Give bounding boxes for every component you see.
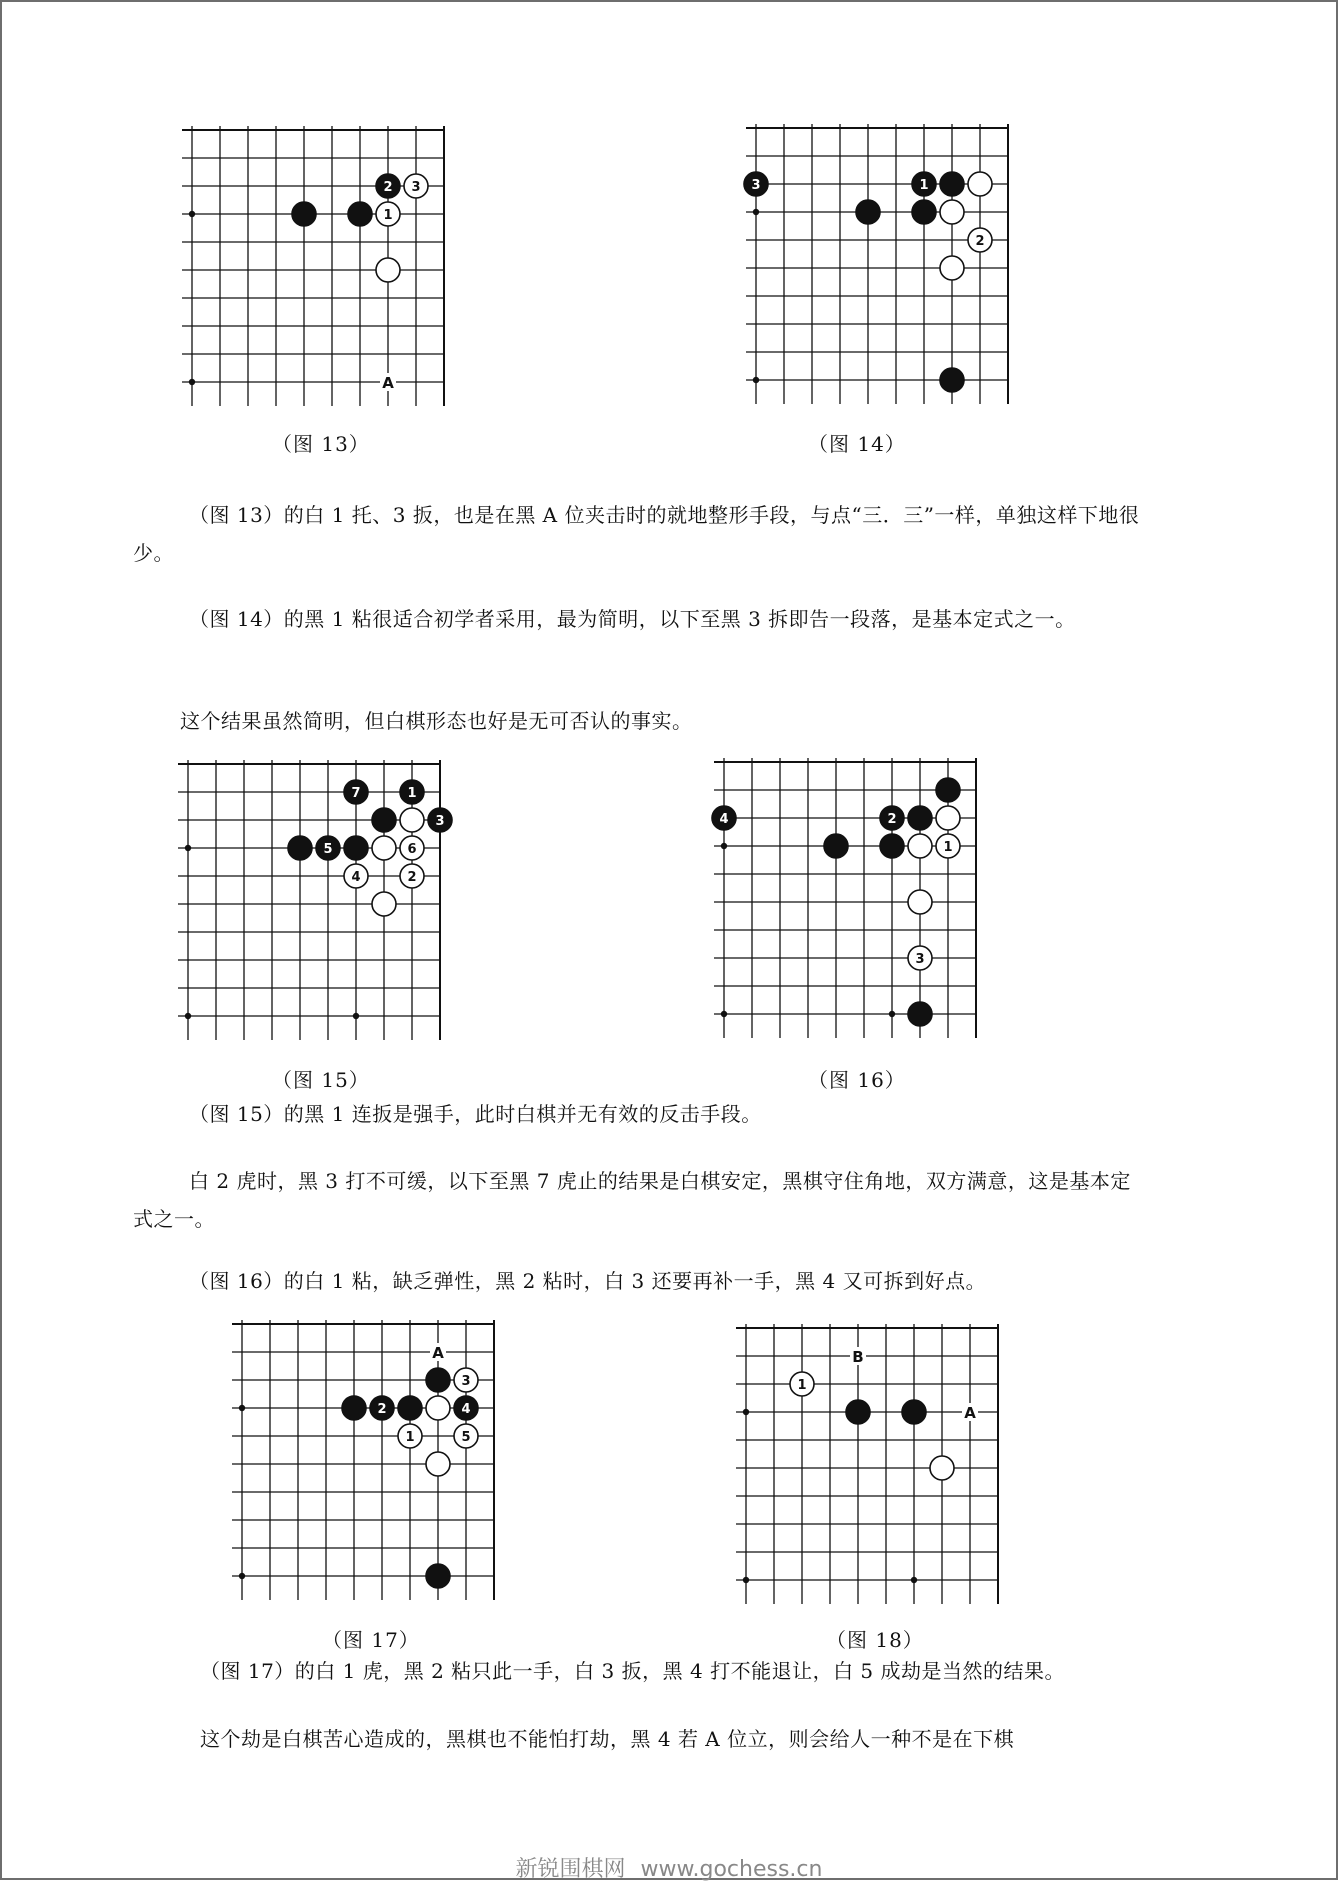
move-number: 5 xyxy=(461,1430,471,1445)
black-stone xyxy=(846,1400,870,1424)
star-point xyxy=(185,845,191,851)
footer xyxy=(0,1852,1338,1883)
move-number: 4 xyxy=(351,870,361,885)
move-number: 2 xyxy=(383,180,393,195)
star-point xyxy=(189,379,195,385)
black-stone xyxy=(824,834,848,858)
caption-18: （图 18） xyxy=(826,1628,924,1652)
board-point-label: A xyxy=(964,1404,976,1422)
paragraph-fig17: （图 17）的白 1 虎，黑 2 粘只此一手，白 3 扳，黑 4 打不能退让，白 5 成劫是当然的结果。 xyxy=(200,1659,1066,1683)
move-number: 2 xyxy=(377,1402,387,1417)
move-number: 2 xyxy=(975,234,985,249)
footer-url[interactable]: www.gochess.cn xyxy=(640,1857,823,1882)
black-stone xyxy=(398,1396,422,1420)
paragraph-result: 这个结果虽然简明，但白棋形态也好是无可否认的事实。 xyxy=(180,709,693,733)
go-diagram-16 xyxy=(712,750,988,1050)
move-number: 2 xyxy=(407,870,417,885)
caption-17: （图 17） xyxy=(322,1628,420,1652)
move-number: 1 xyxy=(797,1378,807,1393)
move-number: 2 xyxy=(887,812,897,827)
white-stone xyxy=(940,256,964,280)
star-point xyxy=(239,1405,245,1411)
star-point xyxy=(743,1577,749,1583)
black-stone xyxy=(856,200,880,224)
go-board-svg xyxy=(734,1316,1010,1616)
star-point xyxy=(185,1013,191,1019)
black-stone xyxy=(908,806,932,830)
caption-16: （图 16） xyxy=(808,1068,906,1092)
black-stone xyxy=(912,200,936,224)
star-point xyxy=(753,377,759,383)
star-point xyxy=(743,1409,749,1415)
white-stone xyxy=(372,892,396,916)
move-number: 4 xyxy=(719,812,729,827)
caption-14: （图 14） xyxy=(808,432,906,456)
paragraph-fig16: （图 16）的白 1 粘，缺乏弹性，黑 2 粘时，白 3 还要再补一手，黑 4 又可拆到好点。 xyxy=(189,1269,987,1293)
go-diagram-18 xyxy=(734,1316,1010,1616)
black-stone xyxy=(880,834,904,858)
move-number: 1 xyxy=(407,786,417,801)
black-stone xyxy=(292,202,316,226)
white-stone xyxy=(426,1452,450,1476)
move-number: 4 xyxy=(461,1402,471,1417)
black-stone xyxy=(902,1400,926,1424)
star-point xyxy=(721,843,727,849)
move-number: 1 xyxy=(383,208,393,223)
white-stone xyxy=(940,200,964,224)
go-board-svg xyxy=(176,752,452,1052)
caption-13: （图 13） xyxy=(272,432,370,456)
black-stone xyxy=(940,172,964,196)
white-stone xyxy=(968,172,992,196)
white-stone xyxy=(426,1396,450,1420)
white-stone xyxy=(908,834,932,858)
footer-site-name: 新锐围棋网 xyxy=(515,1857,626,1882)
move-number: 3 xyxy=(751,178,761,193)
paragraph-fig15: （图 15）的黑 1 连扳是强手，此时白棋并无有效的反击手段。 xyxy=(189,1102,762,1126)
white-stone xyxy=(930,1456,954,1480)
star-point xyxy=(189,211,195,217)
paragraph-fig14: （图 14）的黑 1 粘很适合初学者采用，最为简明，以下至黑 3 拆即告一段落，是基本定式之一。 xyxy=(189,607,1076,631)
go-board-svg xyxy=(230,1312,506,1612)
move-number: 3 xyxy=(461,1374,471,1389)
black-stone xyxy=(348,202,372,226)
white-stone xyxy=(372,836,396,860)
move-number: 1 xyxy=(943,840,953,855)
move-number: 1 xyxy=(919,178,929,193)
black-stone xyxy=(940,368,964,392)
white-stone xyxy=(908,890,932,914)
go-diagram-17 xyxy=(230,1312,506,1612)
move-number: 6 xyxy=(407,842,417,857)
go-diagram-14 xyxy=(744,116,1020,416)
move-number: 5 xyxy=(323,842,333,857)
black-stone xyxy=(426,1368,450,1392)
black-stone xyxy=(908,1002,932,1026)
star-point xyxy=(353,1013,359,1019)
board-point-label: A xyxy=(382,374,394,392)
white-stone xyxy=(936,806,960,830)
white-stone xyxy=(376,258,400,282)
black-stone xyxy=(936,778,960,802)
move-number: 1 xyxy=(405,1430,415,1445)
star-point xyxy=(721,1011,727,1017)
star-point xyxy=(911,1577,917,1583)
caption-15: （图 15） xyxy=(272,1068,370,1092)
go-diagram-15 xyxy=(176,752,452,1052)
go-board-svg xyxy=(712,750,988,1050)
paragraph-ko: 这个劫是白棋苦心造成的，黑棋也不能怕打劫，黑 4 若 A 位立，则会给人一种不是在下棋 xyxy=(200,1727,1015,1751)
move-number: 3 xyxy=(435,814,445,829)
move-number: 7 xyxy=(351,786,361,801)
black-stone xyxy=(342,1396,366,1420)
black-stone xyxy=(372,808,396,832)
paragraph-white2: 白 2 虎时，黑 3 打不可缓，以下至黑 7 虎止的结果是白棋安定，黑棋守住角地，双方满意，这是基本定式之一。 xyxy=(133,1169,1131,1231)
star-point xyxy=(889,1011,895,1017)
black-stone xyxy=(426,1564,450,1588)
go-board-svg xyxy=(180,118,456,418)
move-number: 3 xyxy=(915,952,925,967)
black-stone xyxy=(344,836,368,860)
white-stone xyxy=(400,808,424,832)
star-point xyxy=(753,209,759,215)
board-point-label: A xyxy=(432,1344,444,1362)
go-diagram-13 xyxy=(180,118,456,418)
go-board-svg xyxy=(744,116,1020,416)
black-stone xyxy=(288,836,312,860)
move-number: 3 xyxy=(411,180,421,195)
star-point xyxy=(239,1573,245,1579)
board-point-label: B xyxy=(852,1348,864,1366)
paragraph-fig13: （图 13）的白 1 托、3 扳，也是在黑 A 位夹击时的就地整形手段，与点“三．三”一样，单独这样下地很少。 xyxy=(133,503,1140,565)
